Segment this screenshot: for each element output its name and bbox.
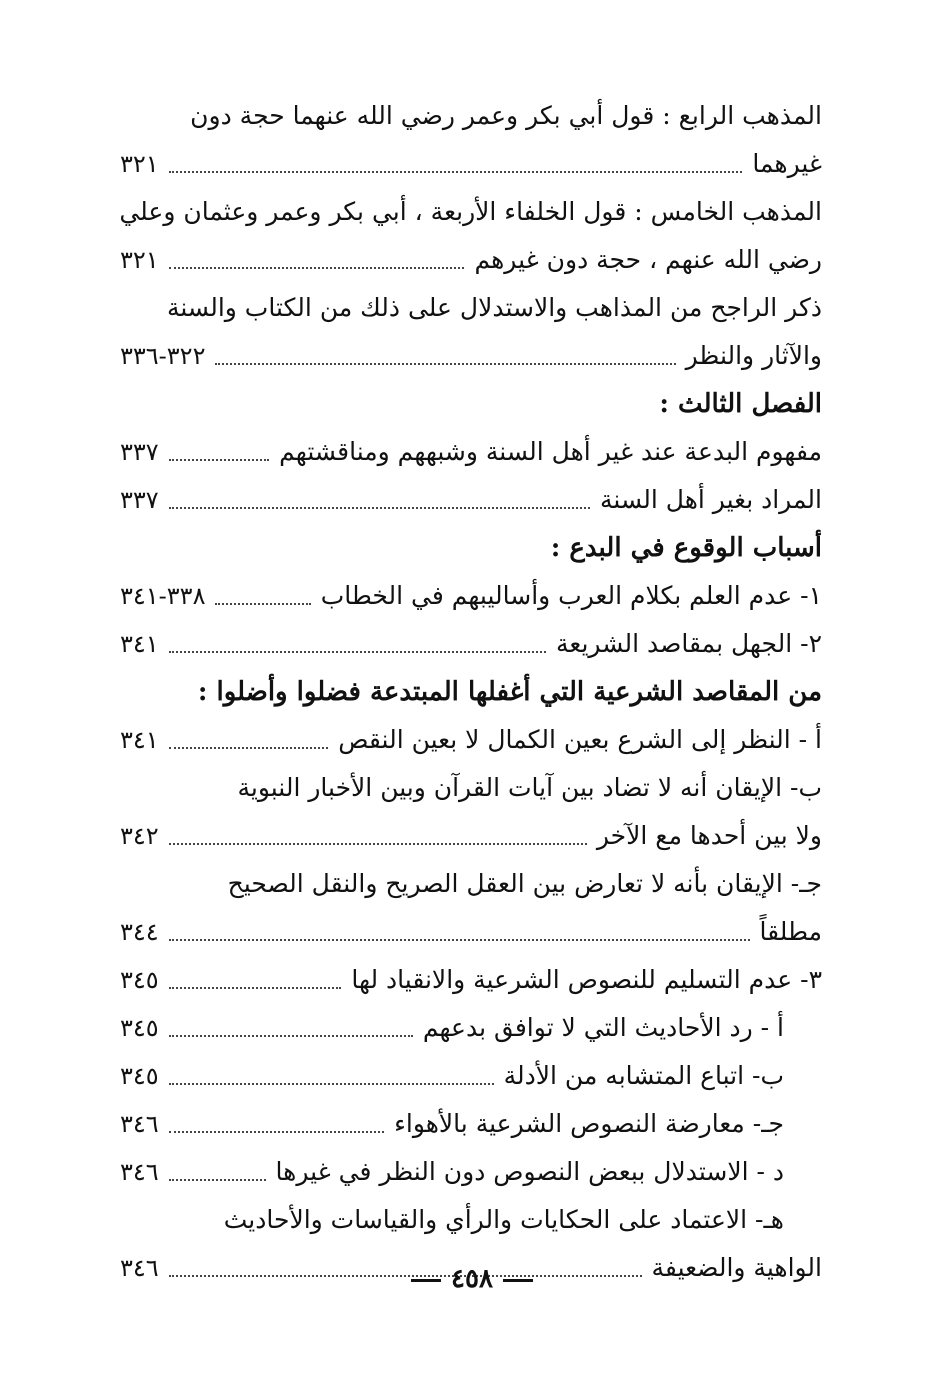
dot-leader xyxy=(215,363,675,365)
toc-entry xyxy=(120,572,822,620)
toc-entry xyxy=(120,476,822,524)
dot-leader xyxy=(169,987,342,989)
toc-page-number: ٣٤٦ xyxy=(120,1110,159,1138)
toc-page-number: ٣٢١ xyxy=(120,246,159,274)
dot-leader xyxy=(169,651,546,653)
toc-entry xyxy=(120,956,822,1004)
toc-entry-text: من المقاصد الشرعية التي أغفلها المبتدعة فضلوا وأضلوا : xyxy=(197,677,822,707)
toc-entry-text: ب- اتباع المتشابه من الأدلة xyxy=(503,1061,784,1090)
toc-entry-text: ٢- الجهل بمقاصد الشريعة xyxy=(556,629,822,658)
page-number: ٤٥٨ xyxy=(451,1264,493,1294)
toc-entry-text: رضي الله عنهم ، حجة دون غيرهم xyxy=(474,245,822,274)
toc-page-number: ٣٤٥ xyxy=(120,966,159,994)
toc-entry xyxy=(120,332,822,380)
footer-dash-left xyxy=(411,1279,441,1282)
dot-leader xyxy=(169,747,329,749)
dot-leader xyxy=(169,1131,384,1133)
toc-page-number: ٣٣٨-٣٤١ xyxy=(120,582,206,610)
toc-entry-text: مفهوم البدعة عند غير أهل السنة وشبههم ومناقشتهم xyxy=(279,437,822,466)
toc-entry xyxy=(120,284,822,332)
toc-heading xyxy=(120,524,822,572)
dot-leader xyxy=(169,843,587,845)
toc-page-number: ٣٤٥ xyxy=(120,1062,159,1090)
toc-entry xyxy=(120,860,822,908)
toc-page-number: ٣٣٧ xyxy=(120,438,159,466)
toc-entry-text: أسباب الوقوع في البدع : xyxy=(550,533,822,563)
toc-entry xyxy=(120,140,822,188)
toc-entry-text: أ - رد الأحاديث التي لا توافق بدعهم xyxy=(422,1013,784,1042)
toc-entry-text: جـ- معارضة النصوص الشرعية بالأهواء xyxy=(394,1109,784,1138)
toc-entry-text: الواهية والضعيفة xyxy=(651,1253,822,1282)
toc-entry xyxy=(120,716,822,764)
toc-entry xyxy=(120,620,822,668)
toc-entry xyxy=(120,1148,822,1196)
toc-entry xyxy=(120,908,822,956)
dot-leader xyxy=(169,939,750,941)
toc-entry-text: مطلقاً xyxy=(759,917,822,946)
toc-entry-text: الفصل الثالث : xyxy=(659,389,822,419)
toc-page-number: ٣٤١ xyxy=(120,726,159,754)
toc-page-number: ٣٤٢ xyxy=(120,822,159,850)
footer-dash-right xyxy=(503,1279,533,1282)
toc-page-number: ٣٤٦ xyxy=(120,1254,159,1282)
toc-page-number: ٣٤٦ xyxy=(120,1158,159,1186)
toc-entry xyxy=(120,1052,822,1100)
toc-entry xyxy=(120,92,822,140)
toc-entry-text: ٣- عدم التسليم للنصوص الشرعية والانقياد لها xyxy=(351,965,822,994)
toc-list xyxy=(120,92,822,1292)
toc-entry-text: ولا بين أحدها مع الآخر xyxy=(596,821,822,850)
dot-leader xyxy=(169,1179,266,1181)
toc-entry-text: هـ- الاعتماد على الحكايات والرأي والقياسات والأحاديث xyxy=(223,1205,784,1234)
toc-entry-text: جـ- الإيقان بأنه لا تعارض بين العقل الصريح والنقل الصحيح xyxy=(227,869,822,898)
toc-entry xyxy=(120,1100,822,1148)
toc-entry-text: المذهب الخامس : قول الخلفاء الأربعة ، أبي بكر وعمر وعثمان وعلي xyxy=(119,197,822,226)
toc-entry-text: د - الاستدلال ببعض النصوص دون النظر في غيرها xyxy=(275,1157,784,1186)
toc-page-number: ٣٣٧ xyxy=(120,486,159,514)
toc-entry xyxy=(120,1004,822,1052)
toc-entry-text: غيرهما xyxy=(752,149,822,178)
toc-entry-text: المذهب الرابع : قول أبي بكر وعمر رضي الله عنهما حجة دون xyxy=(190,101,822,130)
toc-page-number: ٣٤٥ xyxy=(120,1014,159,1042)
toc-page-number: ٣٤١ xyxy=(120,630,159,658)
dot-leader xyxy=(169,1035,413,1037)
toc-page-number: ٣٢٢-٣٣٦ xyxy=(120,342,206,370)
toc-page-number: ٣٢١ xyxy=(120,150,159,178)
dot-leader xyxy=(169,1083,494,1085)
toc-entry-text: ذكر الراجح من المذاهب والاستدلال على ذلك من الكتاب والسنة xyxy=(166,293,822,322)
dot-leader xyxy=(169,459,269,461)
toc-heading xyxy=(120,668,822,716)
toc-entry xyxy=(120,188,822,236)
dot-leader xyxy=(169,507,590,509)
toc-entry xyxy=(120,1196,822,1244)
toc-entry-text: ب- الإيقان أنه لا تضاد بين آيات القرآن وبين الأخبار النبوية xyxy=(237,773,822,802)
toc-entry-text: أ - النظر إلى الشرع بعين الكمال لا بعين النقص xyxy=(338,725,822,754)
toc-heading xyxy=(120,380,822,428)
toc-entry-text: والآثار والنظر xyxy=(685,341,822,370)
dot-leader xyxy=(169,171,743,173)
page-footer xyxy=(0,1264,944,1294)
toc-entry-text: المراد بغير أهل السنة xyxy=(600,485,822,514)
toc-entry xyxy=(120,812,822,860)
toc-entry xyxy=(120,428,822,476)
toc-page-number: ٣٤٤ xyxy=(120,918,159,946)
toc-entry xyxy=(120,764,822,812)
toc-entry-text: ١- عدم العلم بكلام العرب وأساليبهم في الخطاب xyxy=(320,581,822,610)
dot-leader xyxy=(215,603,310,605)
dot-leader xyxy=(169,267,465,269)
toc-entry xyxy=(120,236,822,284)
